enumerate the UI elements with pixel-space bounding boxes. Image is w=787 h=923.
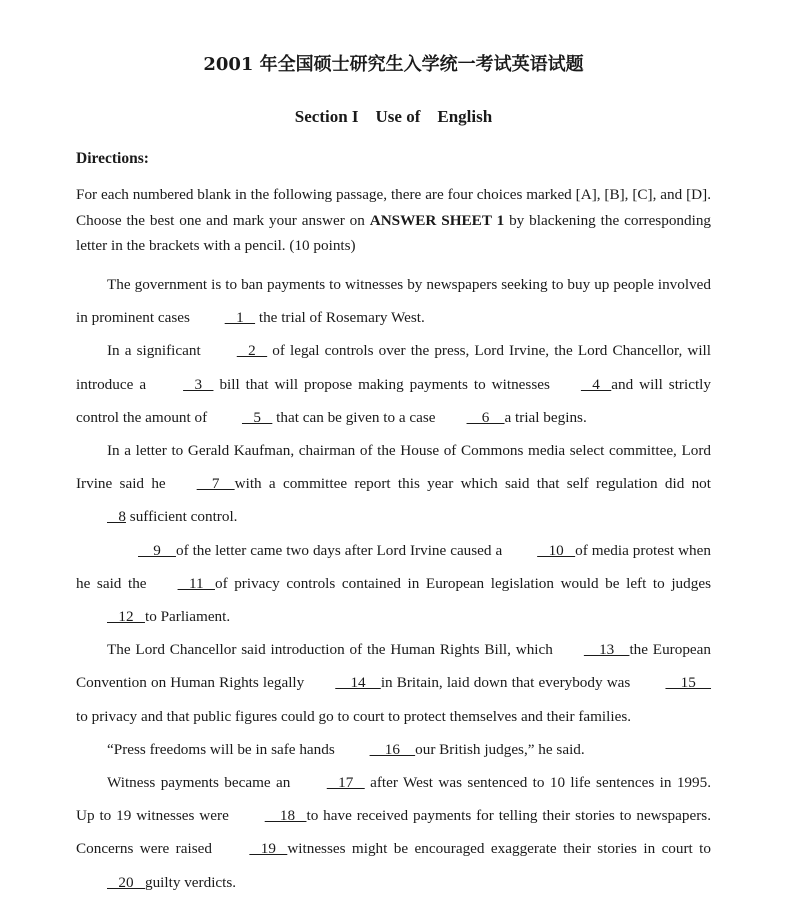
answer-blank-18: 18 [264, 807, 307, 825]
page-title: 2001 年全国硕士研究生入学统一考试英语试题 [203, 54, 584, 75]
passage-paragraph-4: 9 of the letter came two days after Lord Irvine caused a 10 of media protest when he said the 11 of privacy controls contained in European legislation would be left to judges 12 to Parliament. [76, 534, 711, 634]
passage-paragraph-7: Witness payments became an 17 after West was sentenced to 10 life sentences in 1995. Up to 19 witnesses were 18 to have received payments for telling their stories to newspapers. Concerns were raised 19 witnesses might be encouraged exaggerate their stories in court to 20 guilty verdicts. [76, 766, 711, 899]
answer-blank-16: 16 [369, 740, 416, 758]
section-heading: Section I Use of English [294, 107, 493, 126]
passage-paragraph-3: In a letter to Gerald Kaufman, chairman of the House of Commons media select committee, Lord Irvine said he 7 with a committee report this year which said that self regulation did not 8 sufficient control. [76, 434, 711, 534]
answer-blank-9: 9 [138, 541, 176, 559]
answer-blank-20: 20 [107, 873, 145, 891]
answer-blank-10: 10 [537, 541, 576, 559]
answer-blank-7: 7 [196, 475, 235, 493]
answer-blank-13: 13 [583, 641, 630, 659]
passage-paragraph-5: The Lord Chancellor said introduction of the Human Rights Bill, which 13 the European Convention on Human Rights legally 14 in Britain, laid down that everybody was 15 to privacy and that public figures could go to court to protect themselves and their families. [76, 633, 711, 733]
answer-blank-12: 12 [107, 608, 145, 626]
directions-text: For each numbered blank in the following passage, there are four choices marked [A], [B], [C], and [D]. Choose the best one and mark your answer on ANSWER SHEET 1 by blackening the corresponding letter in the brackets with a pencil. (10 points) [76, 186, 712, 254]
answer-blank-1: 1 [224, 309, 256, 327]
answer-blank-19: 19 [249, 840, 288, 858]
answer-blank-2: 2 [236, 342, 268, 360]
answer-blank-8: 8 [107, 508, 126, 526]
answer-blank-15: 15 [665, 674, 712, 692]
answer-blank-14: 14 [335, 674, 381, 692]
answer-blank-17: 17 [326, 774, 365, 792]
cloze-passage [76, 268, 711, 899]
answer-blank-6: 6 [466, 408, 505, 426]
directions-label: Directions: [76, 150, 149, 167]
passage-paragraph-1: The government is to ban payments to witnesses by newspapers seeking to buy up people involved in prominent cases 1 the trial of Rosemary West. [76, 268, 711, 334]
answer-blank-4: 4 [580, 375, 612, 393]
answer-blank-5: 5 [241, 408, 273, 426]
passage-paragraph-2: In a significant 2 of legal controls over the press, Lord Irvine, the Lord Chancellor, will introduce a 3 bill that will propose making payments to witnesses 4 and will strictly control the amount of 5 that can be given to a case 6 a trial begins. [76, 334, 711, 434]
answer-blank-3: 3 [183, 375, 214, 393]
answer-sheet-label: ANSWER SHEET 1 [369, 211, 505, 229]
passage-paragraph-6: “Press freedoms will be in safe hands 16 our British judges,” he said. [76, 733, 711, 766]
answer-blank-11: 11 [177, 574, 215, 592]
